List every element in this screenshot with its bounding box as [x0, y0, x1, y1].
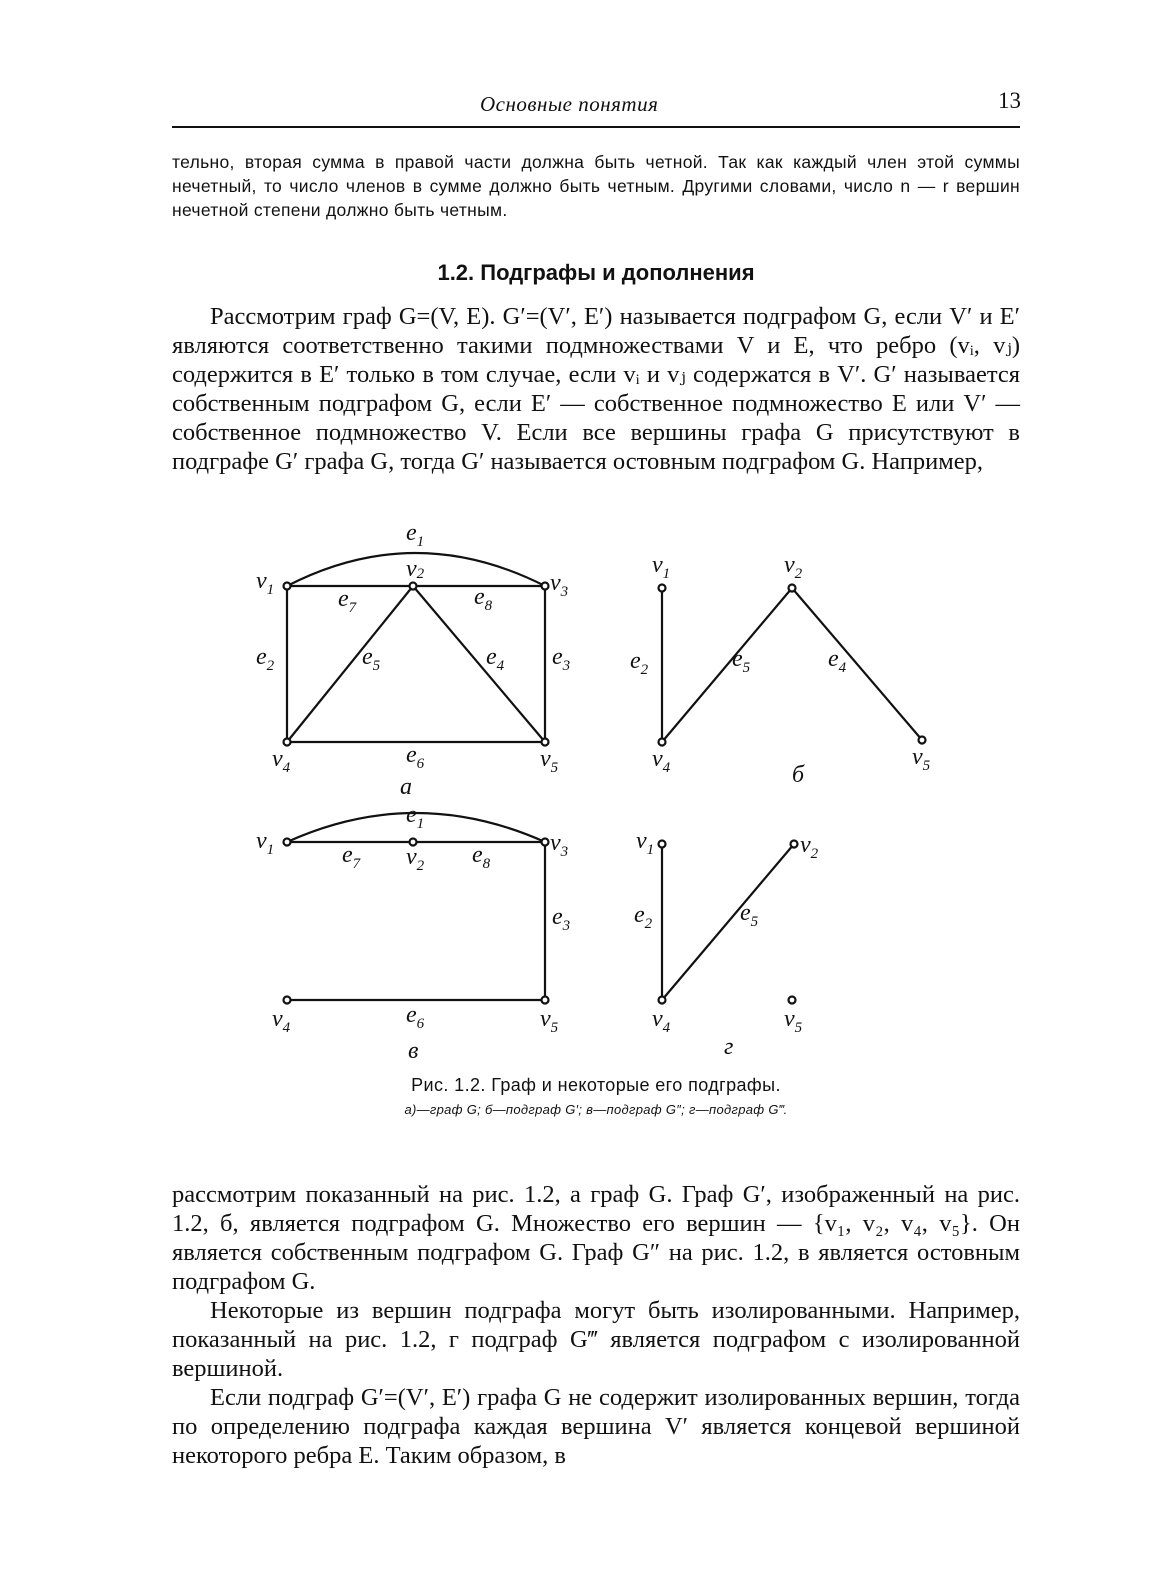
- running-header-title: Основные понятия: [480, 92, 659, 116]
- svg-text:e7: $e_7$: [342, 842, 361, 872]
- page-number: 13: [998, 88, 1021, 113]
- vertex-v4: [284, 739, 291, 746]
- svg-text:v2: $v_2$: [406, 844, 425, 874]
- svg-text:e1: $e_1$: [406, 520, 425, 550]
- svg-text:v5: $v_5$: [540, 1006, 559, 1036]
- svg-text:v3: $v_3$: [550, 830, 569, 860]
- svg-text:v1: $v_1$: [256, 568, 275, 598]
- paragraph-4: Если подграф G′=(V′, E′) графа G не содержит изолированных вершин, тогда по определению подграфа каждая вершина V′ является концевой вершиной некоторого ребра E. Таким образом, в: [172, 1384, 1020, 1469]
- svg-text:v5: $v_5$: [540, 746, 559, 776]
- svg-text:v2: $v_2$: [800, 832, 819, 862]
- svg-text:v1: $v_1$: [652, 552, 671, 582]
- svg-text:e3: $e_3$: [552, 644, 571, 674]
- svg-text:v1: $v_1$: [636, 828, 655, 858]
- svg-text:v2: v2: [406, 556, 425, 582]
- vertex-v5: [919, 737, 926, 744]
- svg-text:v4: $v_4$: [272, 1006, 291, 1036]
- panel-c: [284, 813, 549, 1004]
- vertex-v2: [789, 585, 796, 592]
- vertex-v5: [542, 997, 549, 1004]
- svg-text:e5: $e_5$: [362, 644, 381, 674]
- svg-text:v4: $v_4$: [652, 746, 671, 776]
- caption-sub: а)—граф G; б—подграф G′; в—подграф G″; г—подграф G‴.: [404, 1102, 788, 1117]
- vertex-v1: [284, 583, 291, 590]
- vertex-v1: [284, 839, 291, 846]
- svg-text:e4: $e_4$: [828, 646, 847, 676]
- section-title: 1.2. Подграфы и дополнения: [437, 260, 755, 285]
- vertex-v4: [659, 997, 666, 1004]
- svg-text:e5: $e_5$: [740, 900, 759, 930]
- top-paragraph: тельно, вторая сумма в правой части должна быть четной. Так как каждый член этой суммы нечетный, то число членов в сумме должно быть четным. Другими словами, число n — r вершин нечетной степени должно быть четным.: [172, 152, 1020, 220]
- svg-text:e5: $e_5$: [732, 646, 751, 676]
- svg-text:v3: $v_3$: [550, 570, 569, 600]
- svg-text:e8: $e_8$: [474, 584, 493, 614]
- edge-e4: [792, 588, 922, 740]
- edge-e5: [662, 844, 794, 1000]
- vertex-v5: [542, 739, 549, 746]
- vertex-v5-isolated: [789, 997, 796, 1004]
- panel-b: [659, 585, 926, 746]
- figure-caption: [172, 1075, 1020, 1117]
- svg-text:e8: $e_8$: [472, 842, 491, 872]
- svg-text:v4: $v_4$: [272, 746, 291, 776]
- svg-text:e4: $e_4$: [486, 644, 505, 674]
- svg-text:v1: $v_1$: [256, 828, 275, 858]
- svg-text:v5: $v_5$: [912, 744, 931, 774]
- panel-a-labels: [256, 520, 570, 800]
- paragraph-3: Некоторые из вершин подграфа могут быть изолированными. Например, показанный на рис. 1.2, г подграф G‴ является подграфом с изолированной вершиной.: [172, 1297, 1020, 1382]
- svg-text:e7: $e_7$: [338, 586, 357, 616]
- vertex-v1: [659, 585, 666, 592]
- svg-text:e2: $e_2$: [256, 644, 275, 674]
- caption-main: Рис. 1.2. Граф и некоторые его подграфы.: [411, 1075, 781, 1095]
- paragraph-2: рассмотрим показанный на рис. 1.2, а граф G. Граф G′, изображенный на рис. 1.2, б, является подграфом G. Множество его вершин — {v₁, v₂, v₄, v₅}. Он является собственным подграфом G. Граф G″ на рис. 1.2, в является остовным подграфом G.: [172, 1181, 1020, 1295]
- svg-text:e2: $e_2$: [630, 648, 649, 678]
- vertex-v4: [659, 739, 666, 746]
- panel-label-b: б: [792, 762, 805, 788]
- svg-text:v4: $v_4$: [652, 1006, 671, 1036]
- vertex-v3: [542, 839, 549, 846]
- vertex-v2: [791, 841, 798, 848]
- figure-1-2: [200, 518, 980, 1073]
- edge-e5: [662, 588, 792, 742]
- svg-text:e2: $e_2$: [634, 902, 653, 932]
- paragraph-1: [172, 302, 1020, 476]
- panel-label-d: г: [724, 1034, 734, 1060]
- paragraph-1-text: Рассмотрим граф G=(V, E). G′=(V′, E′) называется подграфом G, если V′ и E′ являются соответственно такими подмножествами V и E, что ребро (vᵢ, vⱼ) содержится в E′ только в том случае, если vᵢ и vⱼ содержатся в V′. G′ называется собственным подграфом G, если E′ — собственное подмножество E или V′ — собственное подмножество V. Если все вершины графа G присутствуют в подграфе G′ графа G, тогда G′ называется остовным подграфом G. Например,: [172, 303, 1020, 475]
- body-after-figure: [172, 1180, 1020, 1470]
- svg-text:e6: $e_6$: [406, 1002, 425, 1032]
- panel-label-c: в: [408, 1038, 419, 1064]
- vertex-v2: [410, 583, 417, 590]
- vertex-v1: [659, 841, 666, 848]
- panel-label-a: а: [400, 774, 412, 800]
- vertex-v3: [542, 583, 549, 590]
- header-rule: [172, 126, 1020, 128]
- svg-text:e3: $e_3$: [552, 904, 571, 934]
- panel-d: [659, 841, 798, 1004]
- vertex-v4: [284, 997, 291, 1004]
- svg-text:e1: $e_1$: [406, 802, 425, 832]
- panel-b-labels: [630, 552, 931, 788]
- svg-text:v2: $v_2$: [784, 552, 803, 582]
- svg-text:e6: $e_6$: [406, 742, 425, 772]
- svg-text:v5: $v_5$: [784, 1006, 803, 1036]
